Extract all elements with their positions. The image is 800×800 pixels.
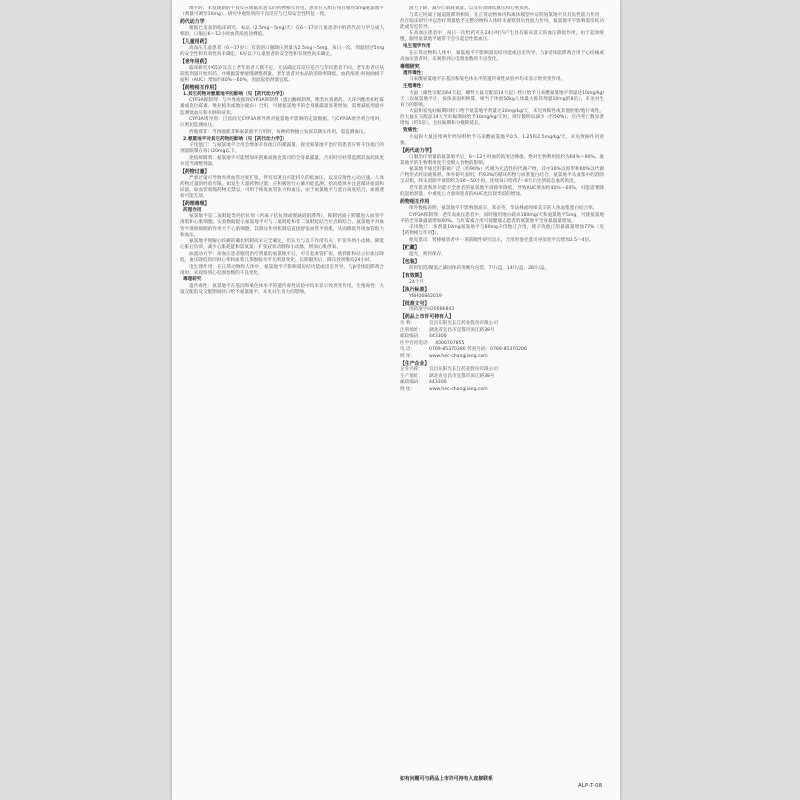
info-row: [400, 334, 604, 340]
paragraph: 阻力下降，减少心肌耗氧量。以及有效降低血压和心率负荷。: [409, 6, 534, 11]
paragraph: 西地那非：当西地那非和氨氯地平合用时，每种药物独立发挥其降压作用，需监测血压。: [189, 129, 369, 135]
info-row: [400, 367, 604, 373]
paragraph: 在高血压患者中，每日一次给药可在24小时内产生具有临床意义的血压降低作用。由于起效缓慢，服用氨氯地平通常不会引起急性低血压。: [400, 31, 604, 43]
paragraph: CYP3A诱导剂：目前尚无CYP3A诱导剂对氨氯地平影响的定量数据。与CYP3A诱导剂合用时，应密切监测血压。: [180, 117, 384, 129]
paragraph: 辛伐他汀：多剂量10mg氨氯地平与80mg辛伐他汀合用，使辛伐他汀的暴露量增加77%（见【药物相互作用】）。: [400, 225, 604, 237]
info-value: 宜昌东阳光长江药业股份有限公司: [429, 367, 498, 373]
section-heading: 【药品上市许可持有人】: [400, 314, 454, 321]
contact-note: 如有问题可与药品上市许可持有人直接联系: [400, 775, 493, 782]
section-heading: 【生产企业】: [400, 360, 430, 367]
info-value: www.hec-changjiang.com: [429, 353, 488, 359]
sub-heading: 生殖毒性：: [403, 83, 426, 89]
paragraph: 氨氯地平缓解心绞痛的确切机制尚未完全确定，但认为与以下作用有关：扩张外周小动脉，降低心脏后负荷，减少心肌耗能和需氧量；扩张冠状动脉和小动脉，增加心肌供氧。: [180, 239, 384, 251]
paragraph: 口服治疗剂量的氨氯地平后，6～12小时血药浓度达峰值。绝对生物利用度约为64%～90%。氨氯地平的生物利用度不受摄入食物的影响。: [400, 154, 604, 166]
paragraph: 在正常动物和人体中，氨氯地平不影响窦房结功能或房室传导。与β受体阻滞剂合用于心绞痛或高血压患者时，未观察到心电图参数的不良变化。: [400, 50, 604, 62]
info-value: www.hec-changjiang.com: [429, 386, 488, 392]
info-label: 医学咨询电话：: [400, 340, 433, 346]
paragraph: 药用铝箔/聚氯乙烯固体药用硬片包装，7片/盒，14片/盒，28片/盒。: [409, 265, 550, 271]
paragraph: 他克莫司：肾移植患者中一项前瞻性研究显示，合用时他克莫司谷浓度平均增加2.5～4倍。: [409, 237, 594, 243]
paragraph: 根据已发表的临床研究，本品（2.5mg～5mg/天）在6～17岁儿童患者中的药代动力学与成人相似，口服后6～12小时血药浓度达峰值。: [180, 25, 384, 37]
section-heading: 【贮藏】: [400, 245, 420, 252]
info-row: [400, 347, 604, 353]
paragraph: 24个月: [409, 279, 425, 285]
paragraph: YBH06842019: [409, 293, 442, 299]
leaflet-sheet: [172, 0, 620, 800]
info-value: 湖北省宜昌市宜都市滨江路38号: [429, 327, 495, 333]
paragraph: 临床研究中65岁及以上老年患者人数不足，无法确定其反应是否与年轻患者不同。老年患者应从较低剂量开始用药，并根据需要缓慢调整剂量。老年患者对本品的清除率降低，血药浓度-时间曲线下面积（AUC）增加约40%～60%，因此起始剂量宜低。: [180, 65, 384, 83]
right-text-column: [400, 6, 604, 792]
info-label: 网 址：: [400, 386, 416, 392]
section-heading: 【药理毒理】: [180, 200, 210, 207]
info-label: 注册地址：: [400, 327, 423, 333]
section-heading: 【执行标准】: [400, 286, 430, 293]
paragraph: 遮光，密封保存。: [409, 251, 446, 257]
sub-heading: 遗传毒性：: [403, 70, 426, 76]
paragraph: 严重过量可导致外周血管过度扩张，伴有显著且可能持久的低血压，以及反射性心动过速。人体药物过量的经验有限。如发生大量药物过量，应积极进行心肺功能监测，抬高肢体并注意循环血量和尿量。如血管收缩药物无禁忌，可用于恢复血管张力和血压。由于氨氯地平与蛋白高度结合，血液透析可能无效。: [180, 175, 384, 199]
paragraph: 氨氯地平通过肝脏被广泛（约90%）代谢为无活性的代谢产物，其中10%以原形和60%以代谢产物形式经尿液排泄。体外研究表明，约93%的循环药物与血浆蛋白结合。氨氯地平从血浆中的消除呈双相，终末消除半衰期约为30～50小时。连续每日给药7～8天后达到稳态血药浓度。: [400, 167, 604, 185]
section-heading: 【药物过量】: [180, 168, 210, 175]
info-label: 邮政编码：: [400, 380, 423, 386]
info-value: 4006707855: [435, 340, 465, 346]
section-heading: 药代动力学: [180, 19, 205, 26]
paragraph: 与其它钙离子通道阻滞剂相同，在正常动物体内和离体模型中证明氨氯地平具有负性肌力作用，但在临床研究中以治疗剂量给予完整动物和人体时未观察到负性肌力作用。氨氯地平不影响窦房结功能或房室传导。: [400, 12, 604, 30]
info-row: [400, 321, 604, 327]
paragraph: 电生理作用：在正常动物和人体中，氨氯地平不影响窦房结功能或房室传导。与β受体阻滞剂合用时，未观察到心电图参数的不良变化。: [180, 264, 384, 276]
paragraph: 小鼠和大鼠连续两年经饲料给予马来酸氨氯地平0.5、1.25和2.5mg/kg/天，未见致癌作用迹象。: [400, 134, 604, 146]
info-row: [400, 374, 604, 380]
sub-heading: 毒理研究: [183, 277, 202, 283]
paragraph: 地平时，未发现新的不良反应或临床意义的药物相互作用。患者在入组后每日服用5mg氨氯地平（剂量可调至10mg）。研究中观察到的不良反应与已知安全性特征一致。: [180, 6, 384, 18]
info-value: 443300: [429, 334, 447, 340]
section-heading: 【批准文号】: [400, 300, 430, 307]
document-code: ALP-T-08: [578, 783, 603, 789]
sub-heading: 药理作用: [183, 207, 202, 213]
paragraph: 免疫抑制剂：氨氯地平可能增加环孢素或他克莫司的全身暴露量，合用时应经常监测其血药浓度并适当调整剂量。: [180, 155, 384, 167]
info-value: 宜昌东阳光长江药业股份有限公司: [429, 321, 498, 327]
section-heading: 【有效期】: [400, 272, 425, 279]
paragraph: 老年患者和肝功能不全患者的氨氯地平清除率降低，导致AUC增加约40%～60%，可能需要降低起始剂量。中重度心力衰竭患者的AUC也出现类似的增加。: [400, 186, 604, 198]
info-value: 443300: [429, 380, 447, 386]
section-heading: 药物相互作用: [400, 199, 430, 206]
paragraph: 体外数据表明，氨氯地平不影响地高辛、苯妥英、华法林或吲哚美辛的人体血浆蛋白结合率。: [409, 205, 598, 211]
paragraph: CYP3A抑制剂：老年高血压患者中，同时服用地尔硫卓180mg/天和氨氯地平5mg，可使氨氯地平的全身暴露量增加60%。与红霉素合用可使健康志愿者的氨氯地平全身暴露量增加。: [400, 212, 604, 224]
info-label: 网 址：: [400, 353, 416, 359]
info-label: 企业名称：: [400, 367, 423, 373]
info-row: [400, 328, 604, 334]
paragraph: 大鼠和家兔妊娠期间经口给予氨氯地平剂量达10mg/kg/天，未见致畸性或其他胚胎/胎仔毒性。但大鼠在交配前14天至妊娠期间给予10mg/kg/天时，窝仔数明显减少（约50%），宫内死亡数显著增加（约5倍），且妊娠期和分娩期延长。: [400, 109, 604, 127]
info-row: [400, 341, 604, 347]
paragraph: 遗传毒性：氨氯地平在基因和染色体水平的遗传毒性试验中均未显示致突变作用。生殖毒性：大鼠交配前及交配期间经口给予氨氯地平，未见对生育力的影响。: [180, 283, 384, 295]
info-label: 电 话：: [400, 347, 416, 353]
section-heading: 【药代动力学】: [400, 147, 435, 154]
sub-heading: 1.其它药物对氨氯地平的影响（见【药代动力学】）: [183, 91, 287, 97]
paragraph: 高血压儿童患者（6～17岁）：有效的口服降压剂量为2.5mg～5mg，每日一次。剂量超过5mg的安全性和有效性尚未确定。6岁以下儿童患者的安全性和有效性尚未确定。: [180, 45, 384, 57]
paragraph: 氨氯地平是二氢吡啶类钙拮抗剂（钙离子拮抗剂或慢通道阻滞剂），抑制钙离子跨膜进入血管平滑肌和心肌细胞。实验数据提示氨氯地平可与二氢吡啶和非二氢吡啶结合位点相结合。氨氯地平对血管平滑肌细胞的作用大于心肌细胞，其降压作用机制是直接舒张血管平滑肌，从而降低外周血管阻力和血压。: [180, 214, 384, 238]
section-heading: 【包装】: [400, 258, 420, 265]
sub-heading: 电生理学作用: [403, 44, 431, 50]
info-label: 名 称：: [400, 321, 416, 327]
section-heading: 【药物相互作用】: [180, 84, 220, 91]
info-value: 0769-85370280 传真号码：0769-85370206: [429, 347, 527, 353]
info-row: [400, 354, 604, 360]
sub-heading: 致癌性：: [403, 128, 422, 134]
info-label: 邮政编码：: [400, 334, 423, 340]
paragraph: 马来酸氨氯地平在基因和染色体水平的遗传毒性试验中均未显示致突变作用。: [409, 77, 566, 83]
left-text-column: [180, 6, 384, 792]
info-row: [400, 380, 604, 386]
info-value: 湖北省宜昌市宜都市滨江路38号: [429, 373, 495, 379]
paragraph: 辛伐他汀：与氨氯地平合用会增加辛伐他汀的暴露量，接受氨氯地平治疗的患者应将辛伐他汀的剂量限制在每日20mg以下。: [180, 143, 384, 155]
paragraph: 血流动力学：高血压患者服用治疗剂量的氨氯地平后，可引起血管扩张，使仰卧和站立位血压降低，血压降低的同时心率和血浆儿茶酚胺水平无明显变化。长期服用后，降压效果维持24小时。: [180, 251, 384, 263]
paragraph: CYP3A抑制剂：与中度或强效CYP3A抑制剂（蛋白酶抑制剂、唑类抗真菌药、大环内酯类如红霉素或克拉霉素、维拉帕米或地尔硫卓）合用，可使氨氯地平的全身暴露量显著增加，需要减低剂量并监测低血压和水肿的症状。: [180, 98, 384, 116]
sub-heading: 2.氨氯地平对其它药物的影响（见【药代动力学】）: [183, 136, 287, 142]
paragraph: 大鼠（雄性交配前64天起，雌性大鼠交配前14天起）经口给予马来酸氨氯地平剂量达10mg/kg/天（以氨氯地平计，按体表面积换算，相当于体重50kg人体最大推荐剂量10mg的8倍），未见对生育力的影响。: [400, 90, 604, 108]
info-row: [400, 387, 604, 393]
section-heading: 【儿童用药】: [180, 39, 210, 46]
info-label: 生产地址：: [400, 373, 423, 379]
paragraph: 国药准字H20066843: [409, 307, 455, 313]
section-heading: 【老年用药】: [180, 58, 210, 65]
section-heading: 毒理研究: [400, 63, 420, 70]
